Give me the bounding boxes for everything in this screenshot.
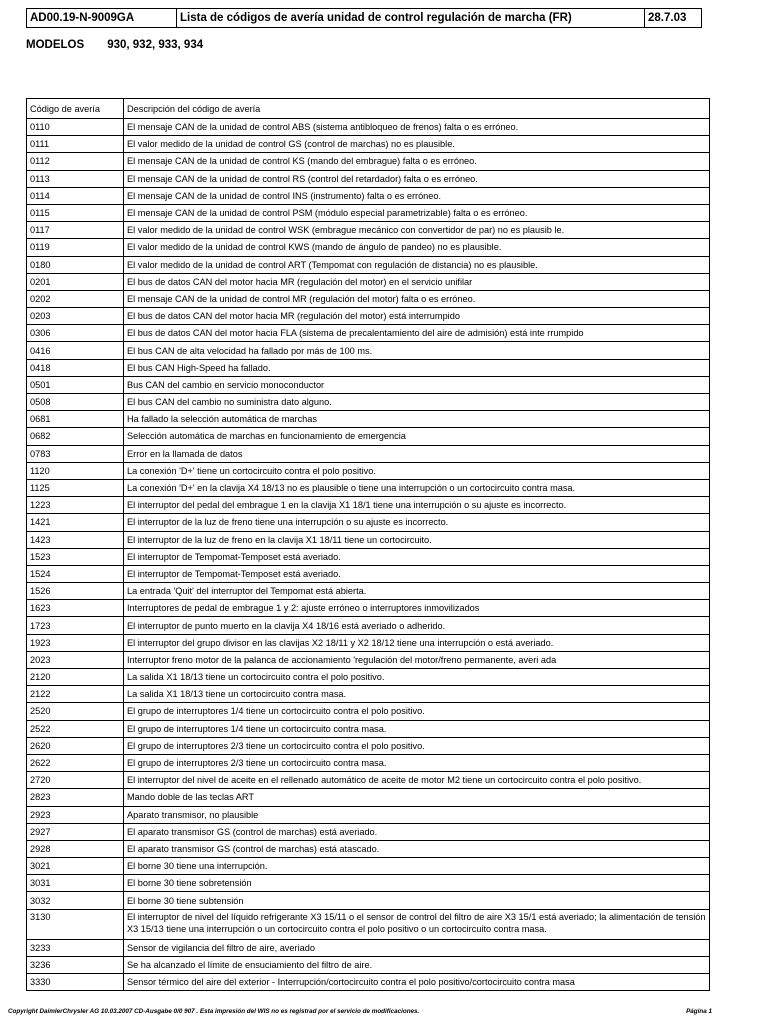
table-row <box>27 909 710 939</box>
fault-description: El bus de datos CAN del motor hacia FLA (sistema de precalentamiento del aire de admisión) está inte rrumpido <box>124 325 710 342</box>
models-label: MODELOS <box>26 39 85 51</box>
fault-description: El aparato transmisor GS (control de marchas) está averiado. <box>124 823 710 840</box>
fault-description: La entrada 'Quit' del interruptor del Tempomat está abierta. <box>124 583 710 600</box>
fault-code: 0113 <box>27 170 124 187</box>
fault-description: El interruptor de punto muerto en la clavija X4 18/16 está averiado o adherido. <box>124 617 710 634</box>
table-row <box>27 720 710 737</box>
fault-code: 1723 <box>27 617 124 634</box>
table-row <box>27 170 710 187</box>
fault-description: El mensaje CAN de la unidad de control PSM (módulo especial parametrizable) falta o es erróneo. <box>124 204 710 221</box>
fault-code: 2620 <box>27 737 124 754</box>
copyright-notice: Copyright DaimlerChrysler AG 10.03.2007 CD-Ausgabe 0/0 907 . Esta impresión del WIS no es registrad por el servicio de modificaciones. <box>8 1008 420 1015</box>
fault-description: Selección automática de marchas en funcionamiento de emergencia <box>124 428 710 445</box>
fault-description: La salida X1 18/13 tiene un cortocircuito contra masa. <box>124 686 710 703</box>
table-row <box>27 359 710 376</box>
document-header <box>26 8 702 28</box>
fault-description: La salida X1 18/13 tiene un cortocircuito contra el polo positivo. <box>124 669 710 686</box>
fault-description: El mensaje CAN de la unidad de control KS (mando del embrague) falta o es erróneo. <box>124 153 710 170</box>
fault-description: El interruptor del pedal del embrague 1 en la clavija X1 18/1 tiene una interrupción o su ajuste es incorrecto. <box>124 497 710 514</box>
fault-code: 0117 <box>27 222 124 239</box>
fault-code: 3130 <box>27 909 124 939</box>
fault-description: El valor medido de la unidad de control ART (Tempomat con regulación de distancia) no es plausible. <box>124 256 710 273</box>
fault-code: 1125 <box>27 479 124 496</box>
page-number: Página 1 <box>686 1008 712 1015</box>
fault-description: El grupo de interruptores 2/3 tiene un cortocircuito contra masa. <box>124 754 710 771</box>
table-row <box>27 445 710 462</box>
page-footer <box>8 1008 712 1015</box>
table-row <box>27 497 710 514</box>
table-row <box>27 974 710 991</box>
table-row <box>27 290 710 307</box>
fault-code: 2522 <box>27 720 124 737</box>
table-row <box>27 548 710 565</box>
fault-code: 3233 <box>27 939 124 956</box>
fault-description: El interruptor de nivel del líquido refrigerante X3 15/11 o el sensor de control del filtro de aire X3 15/1 está averiado; la alimentación de tensión X3 15/13 tiene una interrupción o un cortocircuito contra el polo positivo o un cortocircuito contra masa. <box>124 909 710 939</box>
fault-code: 0115 <box>27 204 124 221</box>
fault-description: El bus CAN del cambio no suministra dato alguno. <box>124 394 710 411</box>
fault-code: 0201 <box>27 273 124 290</box>
table-row <box>27 583 710 600</box>
table-header-row <box>27 99 710 119</box>
fault-description: El bus de datos CAN del motor hacia MR (regulación del motor) en el servicio unifilar <box>124 273 710 290</box>
column-header-description: Descripción del código de avería <box>124 99 710 119</box>
table-row <box>27 273 710 290</box>
fault-code: 0508 <box>27 394 124 411</box>
document-date: 28.7.03 <box>648 12 687 24</box>
fault-description: El valor medido de la unidad de control KWS (mando de ángulo de pandeo) no es plausible. <box>124 239 710 256</box>
table-row <box>27 617 710 634</box>
table-row <box>27 462 710 479</box>
fault-code: 0202 <box>27 290 124 307</box>
fault-description: El mensaje CAN de la unidad de control INS (instrumento) falta o es erróneo. <box>124 187 710 204</box>
fault-code: 2928 <box>27 840 124 857</box>
fault-description: La conexión 'D+' tiene un cortocircuito contra el polo positivo. <box>124 462 710 479</box>
fault-description: El interruptor de Tempomat-Temposet está averiado. <box>124 548 710 565</box>
fault-code: 3021 <box>27 858 124 875</box>
fault-description: Aparato transmisor, no plausible <box>124 806 710 823</box>
table-row <box>27 222 710 239</box>
fault-code: 3236 <box>27 956 124 973</box>
fault-code: 2120 <box>27 669 124 686</box>
table-row <box>27 754 710 771</box>
table-row <box>27 239 710 256</box>
table-row <box>27 342 710 359</box>
fault-description: El interruptor de la luz de freno tiene una interrupción o su ajuste es incorrecto. <box>124 514 710 531</box>
fault-code: 0681 <box>27 411 124 428</box>
table-row <box>27 634 710 651</box>
fault-code: 1120 <box>27 462 124 479</box>
table-row <box>27 772 710 789</box>
table-row <box>27 651 710 668</box>
table-row <box>27 686 710 703</box>
fault-description: El interruptor del grupo divisor en las clavijas X2 18/11 y X2 18/12 tiene una interrupción o está averiado. <box>124 634 710 651</box>
table-row <box>27 737 710 754</box>
fault-description: Ha fallado la selección automática de marchas <box>124 411 710 428</box>
fault-code: 3031 <box>27 875 124 892</box>
fault-code: 3330 <box>27 974 124 991</box>
fault-description: El interruptor de la luz de freno en la clavija X1 18/11 tiene un cortocircuito. <box>124 531 710 548</box>
fault-code: 2927 <box>27 823 124 840</box>
fault-code-table <box>26 98 710 991</box>
fault-description: El aparato transmisor GS (control de marchas) está atascado. <box>124 840 710 857</box>
fault-description: Bus CAN del cambio en servicio monoconductor <box>124 376 710 393</box>
table-row <box>27 892 710 909</box>
table-row <box>27 939 710 956</box>
table-row <box>27 669 710 686</box>
fault-code: 2622 <box>27 754 124 771</box>
table-row <box>27 376 710 393</box>
table-row <box>27 858 710 875</box>
fault-code: 1223 <box>27 497 124 514</box>
table-row <box>27 256 710 273</box>
table-row <box>27 565 710 582</box>
fault-code: 0180 <box>27 256 124 273</box>
fault-code: 0306 <box>27 325 124 342</box>
document-title: Lista de códigos de avería unidad de control regulación de marcha (FR) <box>177 9 645 27</box>
fault-description: El borne 30 tiene sobretensión <box>124 875 710 892</box>
table-row <box>27 823 710 840</box>
fault-code: 2823 <box>27 789 124 806</box>
fault-description: Sensor térmico del aire del exterior - Interrupción/cortocircuito contra el polo positivo/cortocircuito contra masa <box>124 974 710 991</box>
table-row <box>27 789 710 806</box>
fault-code: 1623 <box>27 600 124 617</box>
fault-description: Error en la llamada de datos <box>124 445 710 462</box>
table-row <box>27 875 710 892</box>
fault-code: 2520 <box>27 703 124 720</box>
fault-description: El bus CAN de alta velocidad ha fallado por más de 100 ms. <box>124 342 710 359</box>
fault-description: Se ha alcanzado el límite de ensuciamiento del filtro de aire. <box>124 956 710 973</box>
fault-description: El bus de datos CAN del motor hacia MR (regulación del motor) está interrumpido <box>124 308 710 325</box>
fault-code: 0682 <box>27 428 124 445</box>
fault-code: 1423 <box>27 531 124 548</box>
fault-code: 0416 <box>27 342 124 359</box>
fault-code: 2923 <box>27 806 124 823</box>
table-row <box>27 956 710 973</box>
fault-code: 3032 <box>27 892 124 909</box>
fault-description: El valor medido de la unidad de control GS (control de marchas) no es plausible. <box>124 136 710 153</box>
fault-code: 2122 <box>27 686 124 703</box>
table-row <box>27 325 710 342</box>
fault-description: Mando doble de las teclas ART <box>124 789 710 806</box>
fault-description: El grupo de interruptores 2/3 tiene un cortocircuito contra el polo positivo. <box>124 737 710 754</box>
fault-code: 0112 <box>27 153 124 170</box>
table-row <box>27 153 710 170</box>
fault-description: El interruptor del nivel de aceite en el rellenado automático de aceite de motor M2 tiene un cortocircuito contra el polo positivo. <box>124 772 710 789</box>
models-line <box>26 39 203 51</box>
table-row <box>27 514 710 531</box>
fault-code: 2023 <box>27 651 124 668</box>
fault-code: 1923 <box>27 634 124 651</box>
table-row <box>27 204 710 221</box>
table-row <box>27 428 710 445</box>
column-header-code: Código de avería <box>27 99 124 119</box>
table-row <box>27 187 710 204</box>
table-row <box>27 479 710 496</box>
fault-code: 0111 <box>27 136 124 153</box>
table-row <box>27 600 710 617</box>
fault-code: 0114 <box>27 187 124 204</box>
fault-description: El grupo de interruptores 1/4 tiene un cortocircuito contra masa. <box>124 720 710 737</box>
fault-code: 0119 <box>27 239 124 256</box>
fault-description: El mensaje CAN de la unidad de control RS (control del retardador) falta o es erróneo. <box>124 170 710 187</box>
table-row <box>27 806 710 823</box>
fault-description: El mensaje CAN de la unidad de control MR (regulación del motor) falta o es erróneo. <box>124 290 710 307</box>
fault-code: 1526 <box>27 583 124 600</box>
fault-description: El mensaje CAN de la unidad de control ABS (sistema antibloqueo de frenos) falta o es erróneo. <box>124 119 710 136</box>
fault-description: El bus CAN High-Speed ha fallado. <box>124 359 710 376</box>
fault-code: 1421 <box>27 514 124 531</box>
fault-code: 0203 <box>27 308 124 325</box>
fault-description: Interruptor freno motor de la palanca de accionamiento 'regulación del motor/freno permanente, averi ada <box>124 651 710 668</box>
table-row <box>27 119 710 136</box>
fault-code: 0501 <box>27 376 124 393</box>
table-row <box>27 531 710 548</box>
fault-description: Sensor de vigilancia del filtro de aire, averiado <box>124 939 710 956</box>
fault-description: Interruptores de pedal de embrague 1 y 2: ajuste erróneo o interruptores inmovilizados <box>124 600 710 617</box>
fault-code: 1524 <box>27 565 124 582</box>
fault-code: 0783 <box>27 445 124 462</box>
fault-description: El borne 30 tiene una interrupción. <box>124 858 710 875</box>
table-row <box>27 136 710 153</box>
fault-description: El valor medido de la unidad de control WSK (embrague mecánico con convertidor de par) no es plausib le. <box>124 222 710 239</box>
table-row <box>27 308 710 325</box>
fault-code: 0418 <box>27 359 124 376</box>
fault-code: 2720 <box>27 772 124 789</box>
fault-code: 1523 <box>27 548 124 565</box>
table-row <box>27 703 710 720</box>
fault-code: 0110 <box>27 119 124 136</box>
document-id: AD00.19-N-9009GA <box>27 9 177 27</box>
fault-description: El grupo de interruptores 1/4 tiene un cortocircuito contra el polo positivo. <box>124 703 710 720</box>
models-value: 930, 932, 933, 934 <box>107 39 204 51</box>
table-row <box>27 411 710 428</box>
table-row <box>27 394 710 411</box>
fault-description: La conexión 'D+' en la clavija X4 18/13 no es plausible o tiene una interrupción o un cortocircuito contra masa. <box>124 479 710 496</box>
fault-description: El borne 30 tiene subtensión <box>124 892 710 909</box>
table-row <box>27 840 710 857</box>
fault-description: El interruptor de Tempomat-Temposet está averiado. <box>124 565 710 582</box>
